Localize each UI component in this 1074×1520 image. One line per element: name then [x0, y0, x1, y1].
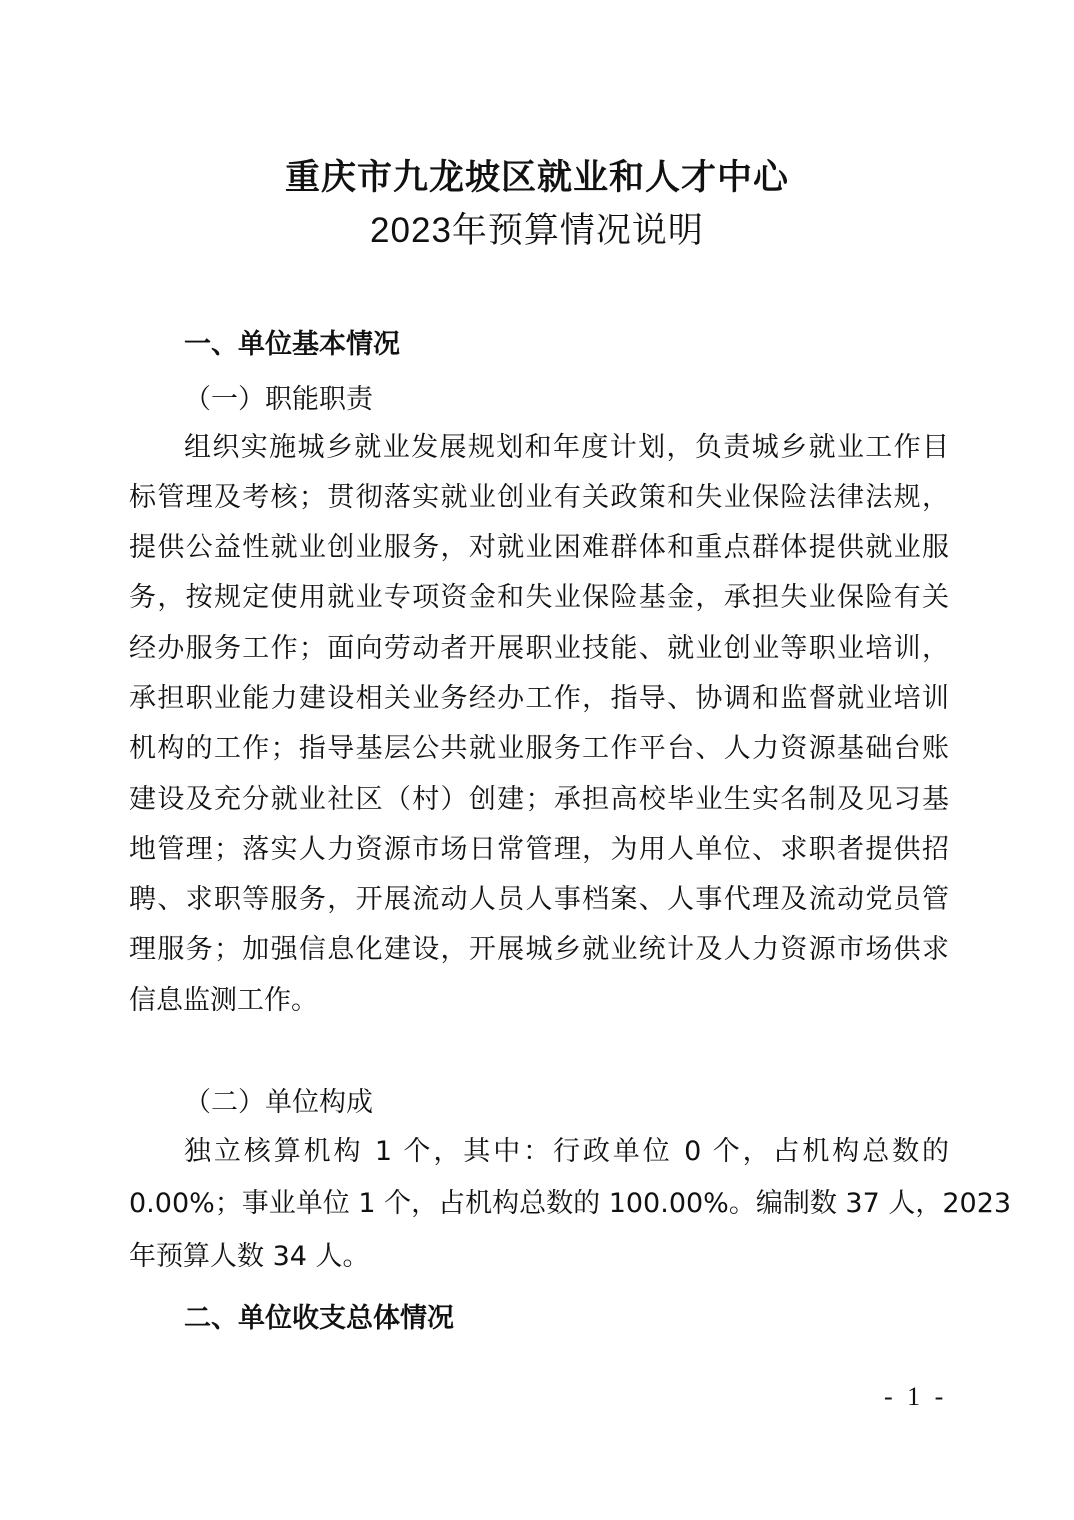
paragraph-line: 组织实施城乡就业发展规划和年度计划，负责城乡就业工作目 [184, 432, 949, 463]
paragraph-line: 标管理及考核；贯彻落实就业创业有关政策和失业保险法律法规， [129, 482, 949, 513]
paragraph-line: 年预算人数 34 人。 [129, 1241, 370, 1272]
paragraph-line: 务，按规定使用就业专项资金和失业保险基金，承担失业保险有关 [129, 582, 949, 613]
paragraph-line: 经办服务工作；面向劳动者开展职业技能、就业创业等职业培训， [129, 633, 949, 664]
paragraph-line: 地管理；落实人力资源市场日常管理，为用人单位、求职者提供招 [129, 834, 949, 865]
document-title-line1: 重庆市九龙坡区就业和人才中心 [284, 157, 789, 198]
title-line2-rest: 年预算情况说明 [451, 211, 704, 251]
section1-sub1-heading: （一）职能职责 [184, 384, 373, 415]
paragraph-line: 信息监测工作。 [129, 985, 318, 1016]
paragraph-line: 聘、求职等服务，开展流动人员人事档案、人事代理及流动党员管 [129, 884, 949, 915]
title-year: 2023 [370, 211, 452, 250]
section1-heading: 一、单位基本情况 [184, 329, 400, 360]
paragraph-line: 承担职业能力建设相关业务经办工作，指导、协调和监督就业培训 [129, 683, 949, 714]
paragraph-line: 建设及充分就业社区（村）创建；承担高校毕业生实名制及见习基 [129, 784, 949, 815]
paragraph-line: 机构的工作；指导基层公共就业服务工作平台、人力资源基础台账 [129, 733, 949, 764]
paragraph-line: 理服务；加强信息化建设，开展城乡就业统计及人力资源市场供求 [129, 934, 949, 965]
section1-sub2-heading: （二）单位构成 [184, 1087, 373, 1118]
document-title-line2 [0, 203, 1074, 253]
page-number: - 1 - [884, 1382, 948, 1411]
section2-heading: 二、单位收支总体情况 [184, 1303, 454, 1334]
paragraph-line: 0.00%；事业单位 1 个，占机构总数的 100.00%。编制数 37 人，2023 [129, 1188, 1012, 1219]
paragraph-line: 提供公益性就业创业服务，对就业困难群体和重点群体提供就业服 [129, 532, 949, 563]
paragraph-line: 独立核算机构 1 个，其中：行政单位 0 个，占机构总数的 [184, 1136, 949, 1167]
